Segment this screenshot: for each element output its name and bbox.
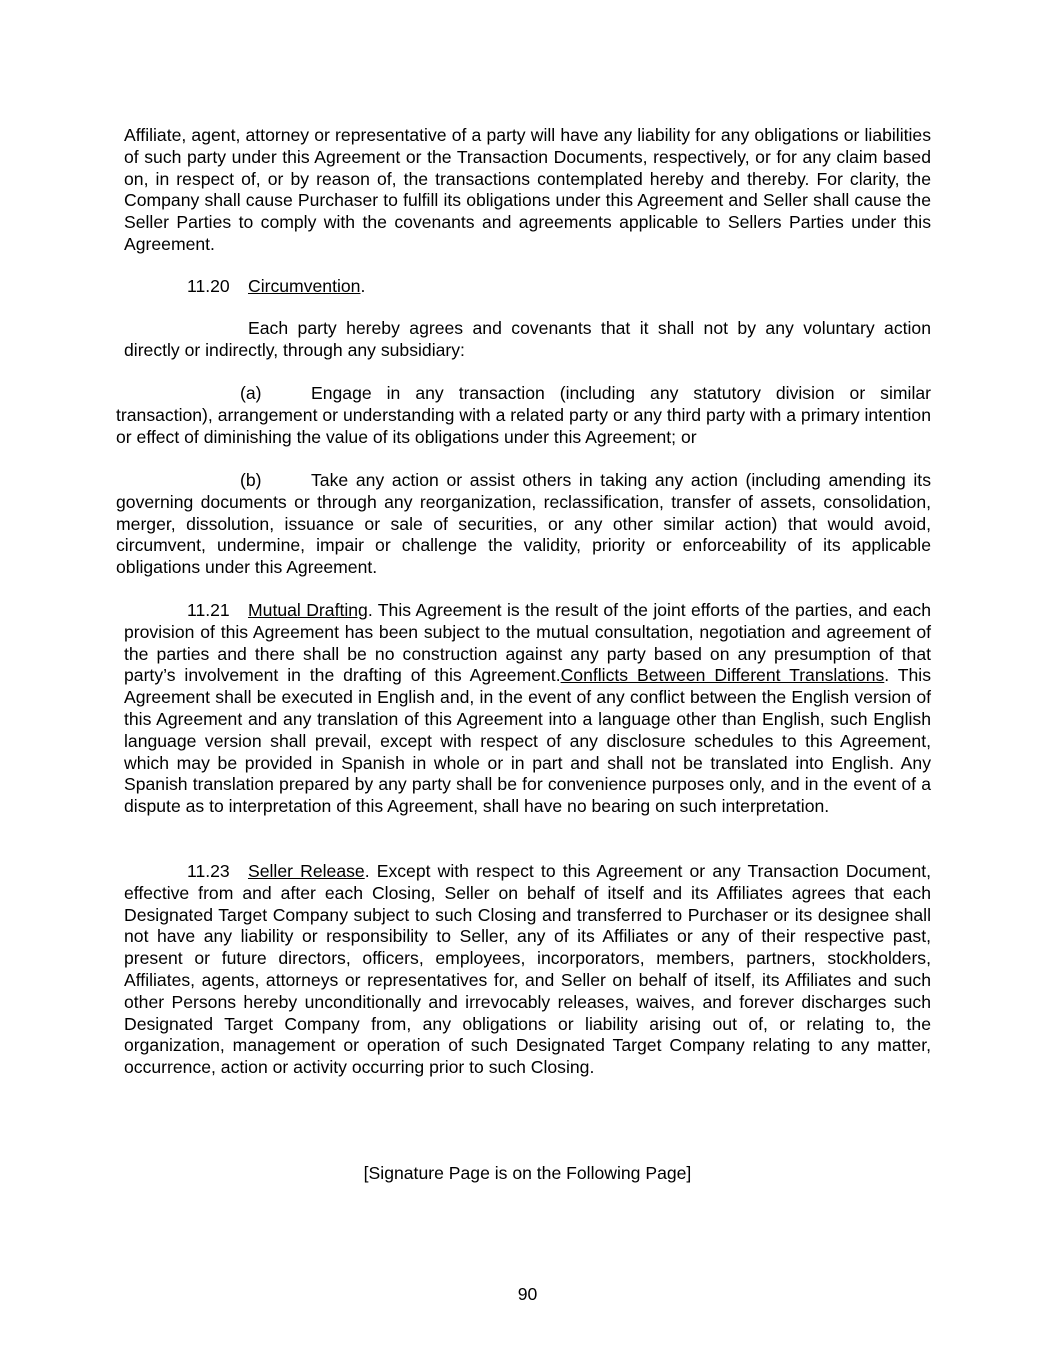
section-11-20-item-a bbox=[116, 383, 931, 448]
item-label: (b) bbox=[240, 470, 262, 490]
signature-page-note: [Signature Page is on the Following Page] bbox=[363, 1163, 692, 1183]
item-label: (a) bbox=[240, 383, 262, 403]
section-title: Mutual Drafting bbox=[248, 600, 368, 620]
section-11-23-paragraph bbox=[124, 861, 931, 1079]
page-number: 90 bbox=[517, 1284, 538, 1304]
section-subtitle: Conflicts Between Different Translations bbox=[560, 665, 885, 686]
item-text: Engage in any transaction (including any statutory division or similar transaction), arrangement or understanding with a related party or any third party with a primary intention or effect of diminishing the value of its obligations under this Agreement; or bbox=[116, 383, 931, 447]
section-number: 11.21 bbox=[187, 600, 230, 620]
section-11-21-paragraph bbox=[124, 600, 931, 818]
section-title: Circumvention bbox=[248, 276, 361, 296]
section-number: 11.20 bbox=[187, 276, 230, 296]
section-subtext: . This Agreement shall be executed in English and, in the event of any conflict between the English version of this Agreement and any translation of this Agreement into a language other than English, such English language version shall prevail, except with respect of any disclosure schedules to this Agreement, which may be provided in Spanish in whole or in part and shall not be translated into English. Any Spanish translation prepared by any party shall be for convenience purposes only, and in the event of a dispute as to interpretation of this Agreement, shall have no bearing on such interpretation. bbox=[124, 665, 931, 817]
section-11-20-heading bbox=[124, 276, 931, 298]
section-text: . Except with respect to this Agreement or any Transaction Document, effective from and after each Closing, Seller on behalf of itself and its Affiliates agrees that each Designated Target Company subject to such Closing and transferred to Purchaser or its designee shall not have any liability or responsibility to Seller, any of its Affiliates or any of their respective past, present or future directors, officers, employees, incorporators, members, partners, stockholders, Affiliates, agents, attorneys or representatives for, and Seller on behalf of itself, its Affiliates and such other Persons hereby unconditionally and irrevocably releases, waives, and forever discharges such Designated Target Company from, any obligations or liability arising out of, or relating to, the organization, management or operation of such Designated Target Company relating to any matter, occurrence, action or activity occurring prior to such Closing. bbox=[124, 861, 932, 1078]
section-title: Seller Release bbox=[248, 861, 365, 881]
item-text: Take any action or assist others in taking any action (including amending its governing documents or through any reorganization, reclassification, transfer of assets, consolidation, merger, dissolution, issuance or sale of securities, or any other similar action) that would avoid, circumvent, undermine, impair or challenge the validity, priority or enforceability of its applicable obligations under this Agreement. bbox=[116, 470, 931, 578]
section-11-20-item-b bbox=[116, 470, 931, 579]
section-11-20-intro: Each party hereby agrees and covenants that it shall not by any voluntary action directly or indirectly, through any subsidiary: bbox=[124, 318, 931, 360]
section-text: . This Agreement is the result of the joint efforts of the parties, and each provision of this Agreement has been subject to the mutual consultation, negotiation and agreement of the parties and there shall be no construction against any party based on any presumption of that party’s involvement in the drafting of this Agreement. bbox=[124, 600, 931, 686]
continuation-paragraph: Affiliate, agent, attorney or representative of a party will have any liability for any obligations or liabilities of such party under this Agreement or the Transaction Documents, respectively, or for any claim based on, in respect of, or by reason of, the transactions contemplated hereby and thereby. For clarity, the Company shall cause Purchaser to fulfill its obligations under this Agreement and Seller shall cause the Seller Parties to comply with the covenants and agreements applicable to Sellers Parties under this Agreement. bbox=[124, 125, 931, 254]
section-title-suffix: . bbox=[360, 276, 366, 296]
section-number: 11.23 bbox=[187, 861, 230, 881]
